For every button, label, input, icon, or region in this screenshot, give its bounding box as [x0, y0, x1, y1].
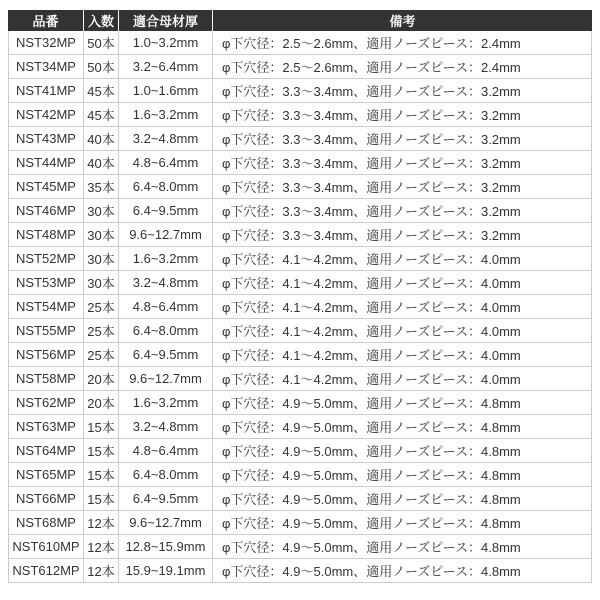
qty-cell: 15本 [84, 439, 119, 463]
remarks-cell: φ下穴径：4.9～5.0mm、適用ノーズピース：4.8mm [213, 487, 592, 511]
column-header-thickness: 適合母材厚 [119, 10, 213, 31]
qty-cell: 15本 [84, 487, 119, 511]
remarks-cell: φ下穴径：3.3～3.4mm、適用ノーズピース：3.2mm [213, 79, 592, 103]
qty-cell: 35本 [84, 175, 119, 199]
remarks-cell: φ下穴径：4.1～4.2mm、適用ノーズピース：4.0mm [213, 247, 592, 271]
remarks-cell: φ下穴径：3.3～3.4mm、適用ノーズピース：3.2mm [213, 127, 592, 151]
thickness-cell: 1.0~3.2mm [119, 31, 213, 55]
table-row [8, 151, 592, 175]
remarks-cell: φ下穴径：4.9～5.0mm、適用ノーズピース：4.8mm [213, 535, 592, 559]
part-cell: NST65MP [8, 463, 84, 487]
part-cell: NST53MP [8, 271, 84, 295]
part-cell: NST43MP [8, 127, 84, 151]
thickness-cell: 12.8~15.9mm [119, 535, 213, 559]
thickness-cell: 9.6~12.7mm [119, 511, 213, 535]
table-row [8, 367, 592, 391]
column-header-remarks: 備考 [213, 10, 592, 31]
remarks-cell: φ下穴径：4.9～5.0mm、適用ノーズピース：4.8mm [213, 559, 592, 583]
qty-cell: 30本 [84, 223, 119, 247]
qty-cell: 20本 [84, 367, 119, 391]
part-cell: NST32MP [8, 31, 84, 55]
part-cell: NST612MP [8, 559, 84, 583]
table-row [8, 199, 592, 223]
table-row [8, 103, 592, 127]
table-row [8, 535, 592, 559]
remarks-cell: φ下穴径：4.1～4.2mm、適用ノーズピース：4.0mm [213, 295, 592, 319]
qty-cell: 40本 [84, 151, 119, 175]
table-row [8, 247, 592, 271]
thickness-cell: 4.8~6.4mm [119, 439, 213, 463]
qty-cell: 45本 [84, 103, 119, 127]
qty-cell: 25本 [84, 343, 119, 367]
table-row [8, 127, 592, 151]
table-row [8, 271, 592, 295]
table-row [8, 31, 592, 55]
table-row [8, 415, 592, 439]
part-cell: NST56MP [8, 343, 84, 367]
table-header [8, 10, 592, 31]
qty-cell: 15本 [84, 415, 119, 439]
remarks-cell: φ下穴径：4.1～4.2mm、適用ノーズピース：4.0mm [213, 367, 592, 391]
column-header-part: 品番 [8, 10, 84, 31]
thickness-cell: 6.4~9.5mm [119, 343, 213, 367]
header-row [8, 10, 592, 31]
thickness-cell: 1.6~3.2mm [119, 247, 213, 271]
remarks-cell: φ下穴径：3.3～3.4mm、適用ノーズピース：3.2mm [213, 151, 592, 175]
remarks-cell: φ下穴径：2.5～2.6mm、適用ノーズピース：2.4mm [213, 55, 592, 79]
table-row [8, 55, 592, 79]
product-spec-table [8, 10, 592, 583]
part-cell: NST66MP [8, 487, 84, 511]
qty-cell: 25本 [84, 319, 119, 343]
thickness-cell: 3.2~4.8mm [119, 415, 213, 439]
qty-cell: 12本 [84, 511, 119, 535]
remarks-cell: φ下穴径：4.1～4.2mm、適用ノーズピース：4.0mm [213, 271, 592, 295]
part-cell: NST64MP [8, 439, 84, 463]
qty-cell: 30本 [84, 271, 119, 295]
table-row [8, 79, 592, 103]
part-cell: NST45MP [8, 175, 84, 199]
thickness-cell: 4.8~6.4mm [119, 295, 213, 319]
qty-cell: 15本 [84, 463, 119, 487]
remarks-cell: φ下穴径：3.3～3.4mm、適用ノーズピース：3.2mm [213, 103, 592, 127]
part-cell: NST610MP [8, 535, 84, 559]
part-cell: NST41MP [8, 79, 84, 103]
part-cell: NST52MP [8, 247, 84, 271]
qty-cell: 25本 [84, 295, 119, 319]
thickness-cell: 4.8~6.4mm [119, 151, 213, 175]
part-cell: NST42MP [8, 103, 84, 127]
part-cell: NST63MP [8, 415, 84, 439]
table-row [8, 319, 592, 343]
qty-cell: 50本 [84, 31, 119, 55]
table-row [8, 175, 592, 199]
table-row [8, 487, 592, 511]
table-row [8, 511, 592, 535]
thickness-cell: 3.2~4.8mm [119, 127, 213, 151]
thickness-cell: 9.6~12.7mm [119, 223, 213, 247]
part-cell: NST62MP [8, 391, 84, 415]
qty-cell: 30本 [84, 199, 119, 223]
thickness-cell: 9.6~12.7mm [119, 367, 213, 391]
part-cell: NST54MP [8, 295, 84, 319]
table-row [8, 463, 592, 487]
remarks-cell: φ下穴径：4.9～5.0mm、適用ノーズピース：4.8mm [213, 511, 592, 535]
thickness-cell: 1.6~3.2mm [119, 103, 213, 127]
table-row [8, 343, 592, 367]
part-cell: NST55MP [8, 319, 84, 343]
qty-cell: 12本 [84, 535, 119, 559]
qty-cell: 12本 [84, 559, 119, 583]
remarks-cell: φ下穴径：4.1～4.2mm、適用ノーズピース：4.0mm [213, 319, 592, 343]
remarks-cell: φ下穴径：3.3～3.4mm、適用ノーズピース：3.2mm [213, 223, 592, 247]
qty-cell: 45本 [84, 79, 119, 103]
remarks-cell: φ下穴径：4.9～5.0mm、適用ノーズピース：4.8mm [213, 463, 592, 487]
part-cell: NST46MP [8, 199, 84, 223]
qty-cell: 20本 [84, 391, 119, 415]
remarks-cell: φ下穴径：4.9～5.0mm、適用ノーズピース：4.8mm [213, 391, 592, 415]
part-cell: NST34MP [8, 55, 84, 79]
table-row [8, 295, 592, 319]
thickness-cell: 3.2~4.8mm [119, 271, 213, 295]
table-row [8, 391, 592, 415]
thickness-cell: 6.4~8.0mm [119, 463, 213, 487]
remarks-cell: φ下穴径：4.1～4.2mm、適用ノーズピース：4.0mm [213, 343, 592, 367]
thickness-cell: 6.4~8.0mm [119, 175, 213, 199]
part-cell: NST48MP [8, 223, 84, 247]
qty-cell: 50本 [84, 55, 119, 79]
part-cell: NST58MP [8, 367, 84, 391]
column-header-qty: 入数 [84, 10, 119, 31]
table-row [8, 439, 592, 463]
remarks-cell: φ下穴径：3.3～3.4mm、適用ノーズピース：3.2mm [213, 175, 592, 199]
thickness-cell: 6.4~9.5mm [119, 199, 213, 223]
qty-cell: 40本 [84, 127, 119, 151]
remarks-cell: φ下穴径：4.9～5.0mm、適用ノーズピース：4.8mm [213, 439, 592, 463]
thickness-cell: 6.4~8.0mm [119, 319, 213, 343]
remarks-cell: φ下穴径：4.9～5.0mm、適用ノーズピース：4.8mm [213, 415, 592, 439]
thickness-cell: 1.6~3.2mm [119, 391, 213, 415]
thickness-cell: 3.2~6.4mm [119, 55, 213, 79]
table-row [8, 559, 592, 583]
part-cell: NST44MP [8, 151, 84, 175]
thickness-cell: 6.4~9.5mm [119, 487, 213, 511]
remarks-cell: φ下穴径：2.5～2.6mm、適用ノーズピース：2.4mm [213, 31, 592, 55]
table-row [8, 223, 592, 247]
part-cell: NST68MP [8, 511, 84, 535]
remarks-cell: φ下穴径：3.3～3.4mm、適用ノーズピース：3.2mm [213, 199, 592, 223]
thickness-cell: 1.0~1.6mm [119, 79, 213, 103]
thickness-cell: 15.9~19.1mm [119, 559, 213, 583]
qty-cell: 30本 [84, 247, 119, 271]
table-body [8, 31, 592, 583]
